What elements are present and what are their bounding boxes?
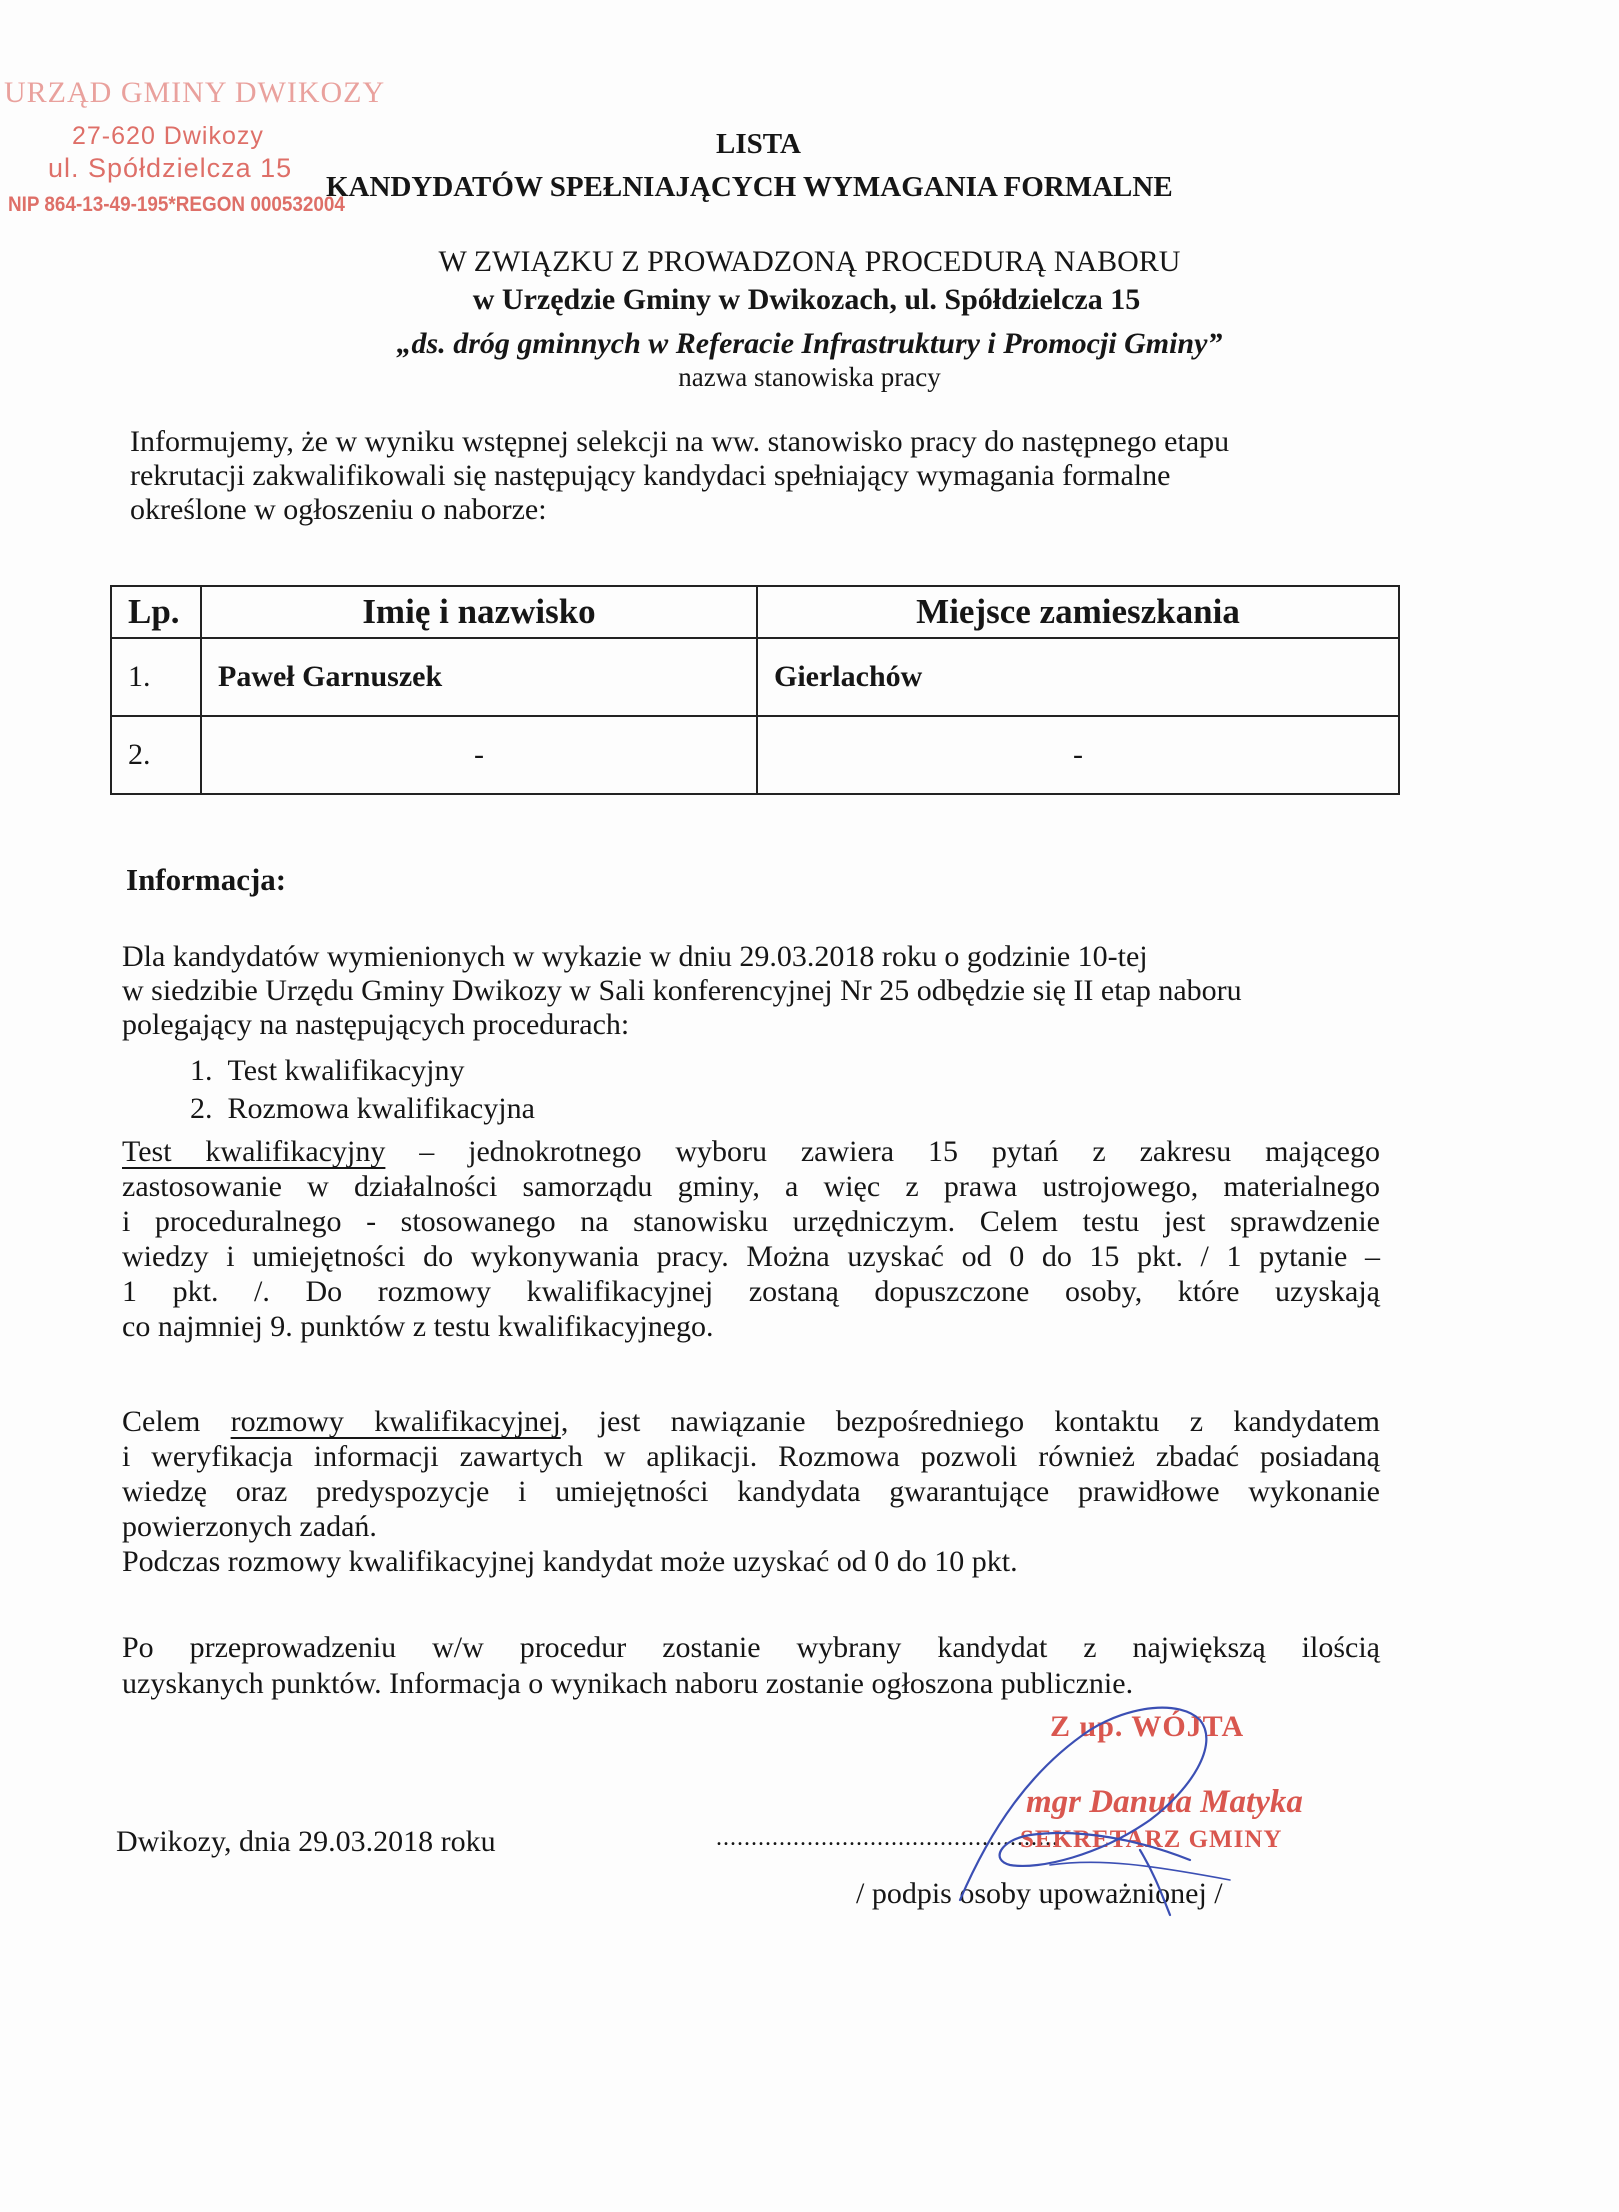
candidate-residence: - [757,716,1399,794]
candidate-residence: Gierlachów [757,638,1399,716]
signature-dots: ................................................. [716,1825,1059,1851]
office-line: w Urzędzie Gminy w Dwikozach, ul. Spółdzielcza 15 [472,283,1141,316]
test-line: co najmniej 9. punktów z testu kwalifikacyjnego. [122,1310,714,1343]
closing-line: Po przeprowadzeniu w/w procedur zostanie wybrany kandydat z największą ilością [122,1631,1380,1664]
table-row [111,716,1399,794]
signature-stamp-authority: Z up. WÓJTA [1050,1710,1245,1743]
interview-line: wiedzę oraz predyspozycje i umiejętności kandydata gwarantujące prawidłowe wykonanie [122,1475,1380,1508]
position-caption: nazwa stanowiska pracy [678,362,941,392]
header-residence: Miejsce zamieszkania [757,586,1399,638]
procedure-item-label: Rozmowa kwalifikacyjna [227,1092,535,1125]
signature-caption: / podpis osoby upoważnionej / [856,1877,1223,1910]
row-number: 1. [111,638,201,716]
interview-term: rozmowy kwalifikacyjnej [230,1405,561,1438]
info-line: Dla kandydatów wymienionych w wykazie w dniu 29.03.2018 roku o godzinie 10-tej [122,940,1148,973]
office-stamp-ids: NIP 864-13-49-195*REGON 000532004 [8,193,345,216]
test-term: Test kwalifikacyjny [122,1135,386,1168]
signature-stamp-name: mgr Danuta Matyka [1026,1784,1303,1820]
closing-line: uzyskanych punktów. Informacja o wynikach naboru zostanie ogłoszona publicznie. [122,1667,1134,1700]
interview-paragraph [122,1404,1380,1579]
procedure-item: 2. Rozmowa kwalifikacyjna [190,1092,535,1125]
test-line: wiedzy i umiejętności do wykonywania pracy. Można uzyskać od 0 do 15 pkt. / 1 pytanie – [122,1240,1380,1273]
intro-line: określone w ogłoszeniu o naborze: [130,493,547,526]
test-line: Test kwalifikacyjny – jednokrotnego wyboru zawiera 15 pytań z zakresu mającego [122,1135,1381,1168]
info-paragraph [122,940,1380,1042]
office-stamp-street: ul. Spółdzielcza 15 [48,153,293,183]
place-date: Dwikozy, dnia 29.03.2018 roku [116,1825,496,1858]
interview-line: powierzonych zadań. [122,1510,377,1543]
procedure-item-label: Test kwalifikacyjny [227,1054,465,1087]
intro-paragraph [130,425,1380,527]
table-row [111,638,1399,716]
table-header-row [111,586,1399,638]
candidates-table [110,585,1400,795]
test-line: i proceduralnego - stosowanego na stanowisku urzędniczym. Celem testu jest sprawdzenie [122,1205,1380,1238]
handwritten-signature [900,1690,1280,1920]
interview-line: Celem rozmowy kwalifikacyjnej, jest nawiązanie bezpośredniego kontaktu z kandydatem [122,1405,1380,1438]
header-lp: Lp. [111,586,201,638]
test-line: 1 pkt. /. Do rozmowy kwalifikacyjnej zostaną dopuszczone osoby, które uzyskają [122,1275,1380,1308]
office-stamp-name: URZĄD GMINY DWIKOZY [4,76,386,109]
document-title: LISTA [716,128,801,160]
document-subtitle: KANDYDATÓW SPEŁNIAJĄCYCH WYMAGANIA FORMALNE [326,171,1173,203]
signature-stamp-role: SEKRETARZ GMINY [1020,1826,1283,1853]
info-line: polegający na następujących procedurach: [122,1008,630,1041]
test-paragraph [122,1134,1380,1344]
position-name: „ds. dróg gminnych w Referacie Infrastruktury i Promocji Gminy” [396,327,1223,360]
office-stamp-postal: 27-620 Dwikozy [72,122,264,150]
interview-line: i weryfikacja informacji zawartych w aplikacji. Rozmowa pozwoli również zbadać posiadaną [122,1440,1380,1473]
interview-line: Podczas rozmowy kwalifikacyjnej kandydat może uzyskać od 0 do 10 pkt. [122,1545,1018,1578]
info-heading: Informacja: [126,862,287,897]
intro-line: rekrutacji zakwalifikowali się następujący kandydaci spełniający wymagania formalne [130,459,1171,492]
row-number: 2. [111,716,201,794]
header-name: Imię i nazwisko [201,586,757,638]
test-line: zastosowanie w działalności samorządu gminy, a więc z prawa ustrojowego, materialnego [122,1170,1380,1203]
procedure-item: 1. Test kwalifikacyjny [190,1054,465,1087]
procedure-line: W ZWIĄZKU Z PROWADZONĄ PROCEDURĄ NABORU [438,245,1181,278]
candidate-name: - [201,716,757,794]
intro-line: Informujemy, że w wyniku wstępnej selekcji na ww. stanowisko pracy do następnego etapu [130,425,1230,458]
candidate-name: Paweł Garnuszek [201,638,757,716]
info-line: w siedzibie Urzędu Gminy Dwikozy w Sali konferencyjnej Nr 25 odbędzie się II etap naboru [122,974,1242,1007]
